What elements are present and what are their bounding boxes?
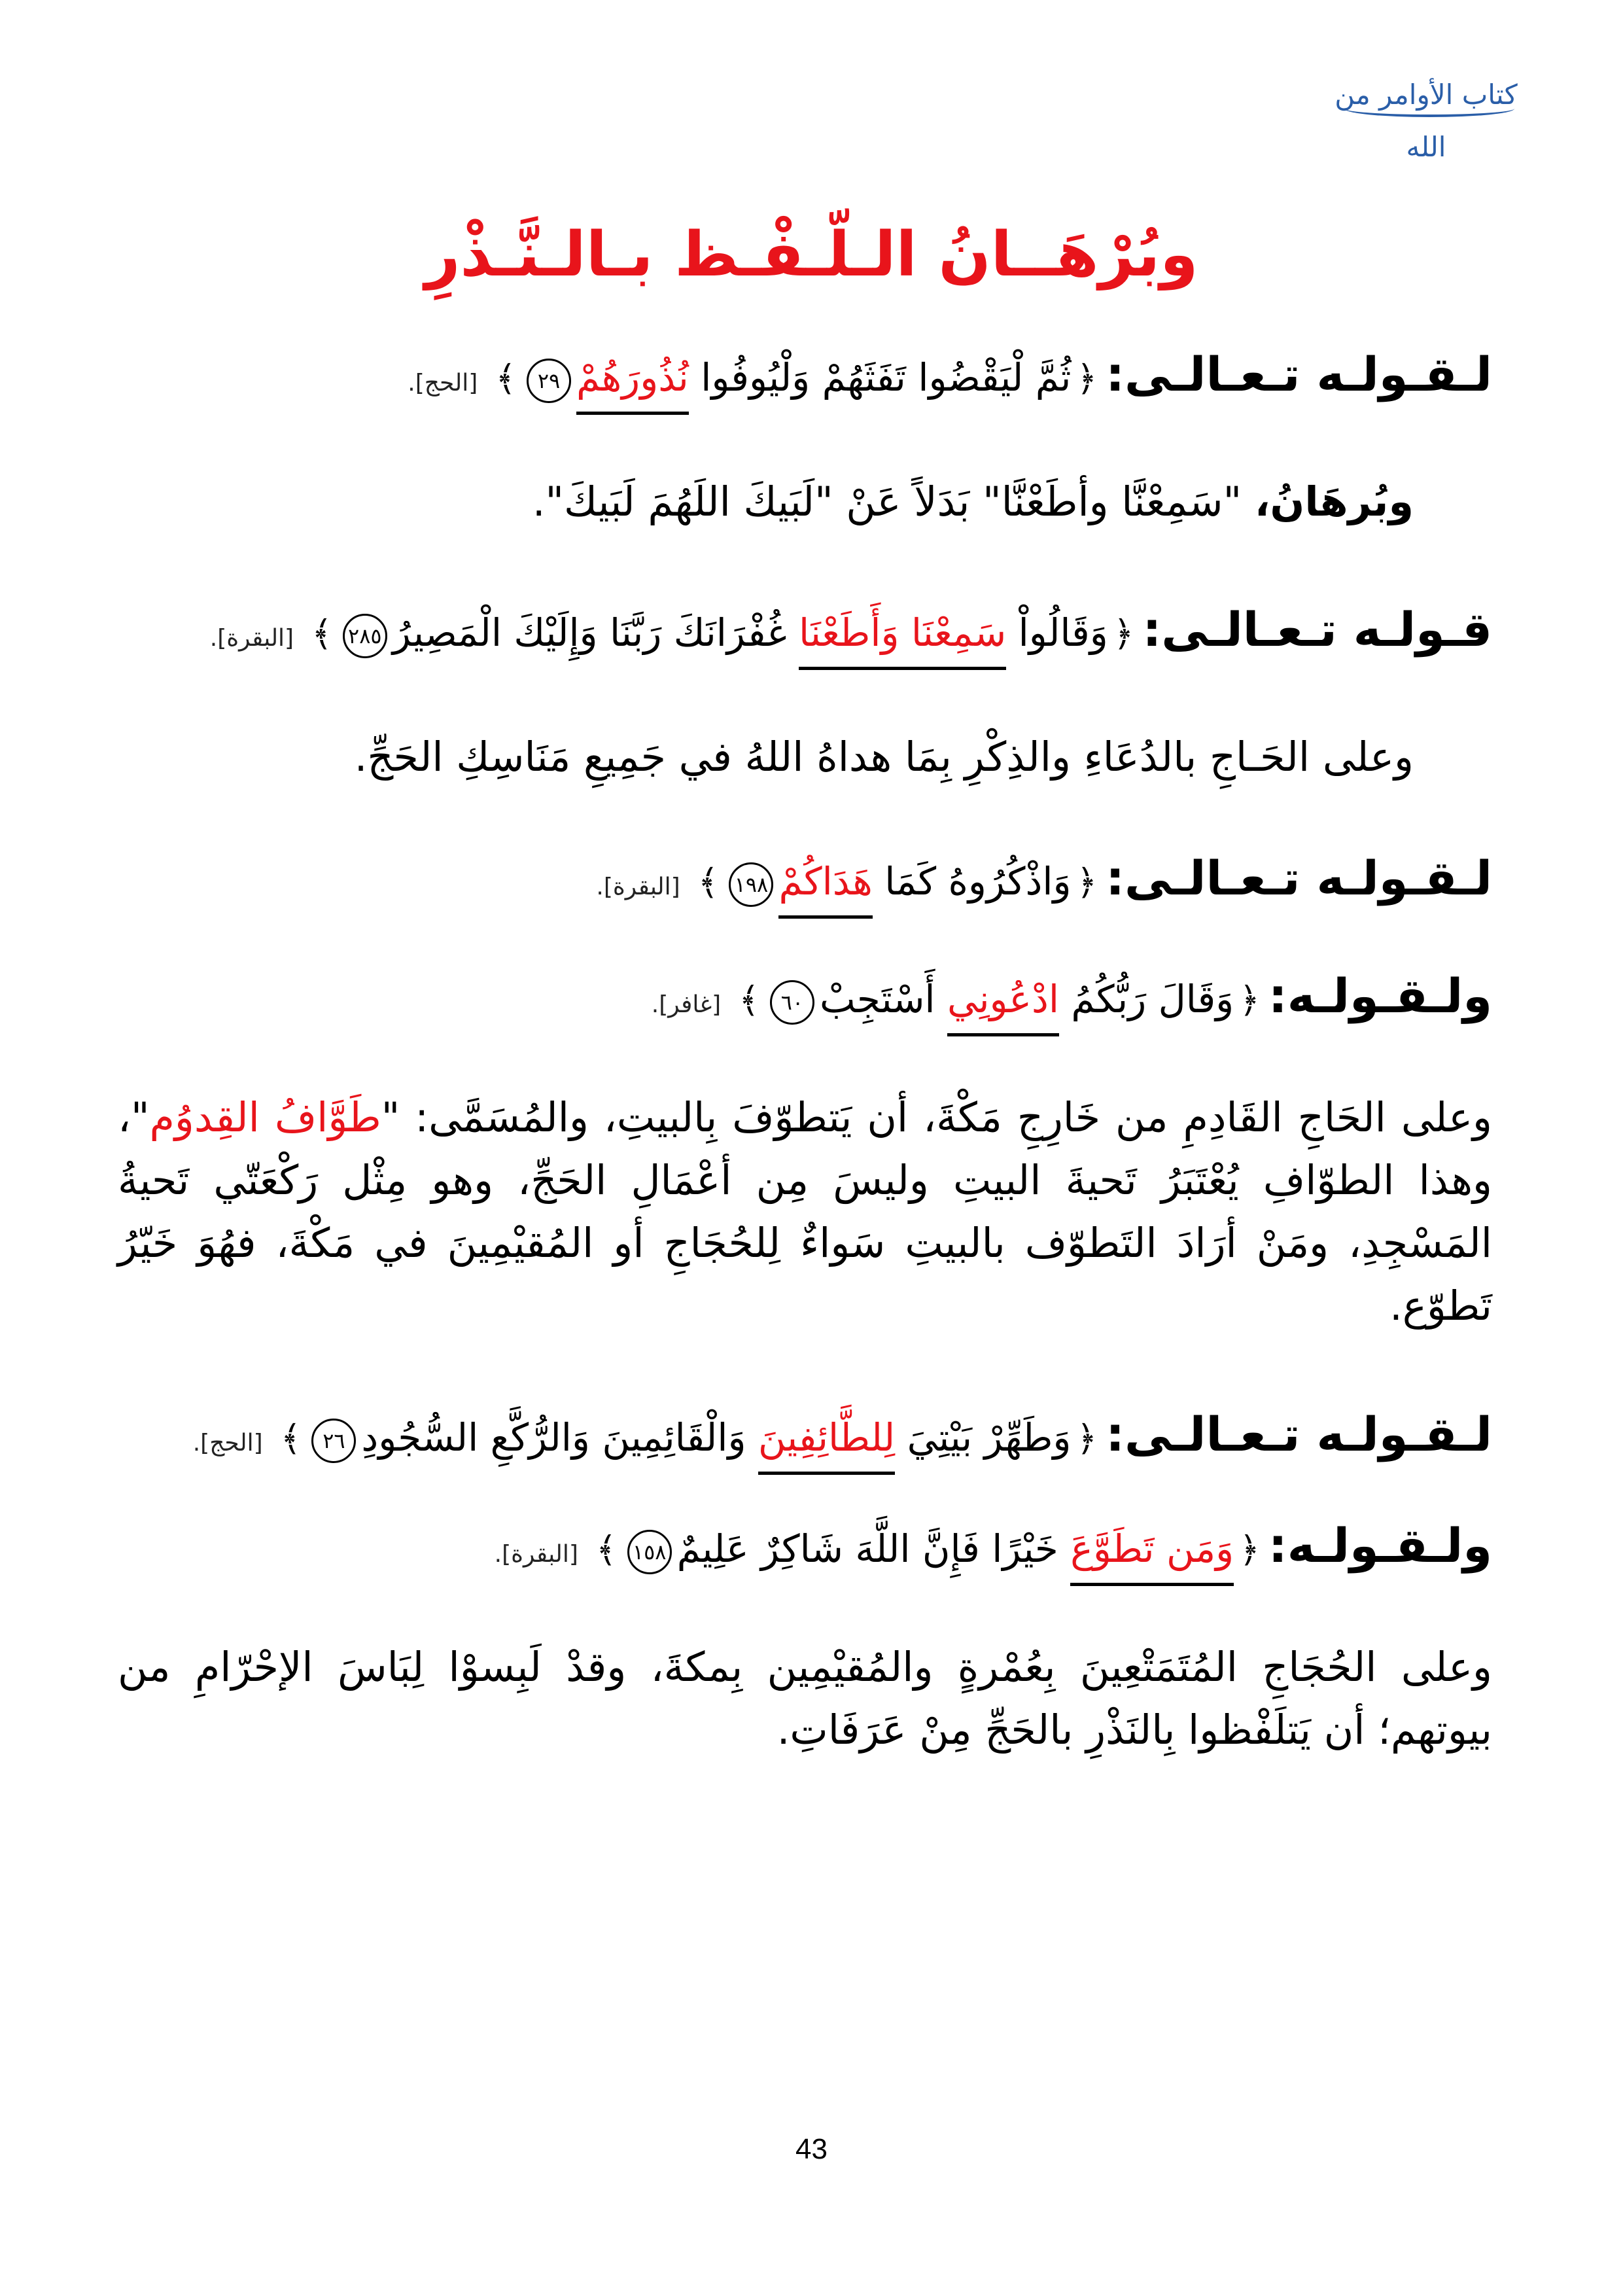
surah-reference: [الحج].	[192, 1430, 263, 1457]
quran-verse: ﴿وَطَهِّرْ بَيْتِيَ لِلطَّائِفِينَ وَالْقَائِمِينَ وَالرُّكَّعِ السُّجُودِ٢٦﴾	[275, 1415, 1102, 1460]
verse-lead: ولـقـولـه:	[1268, 968, 1492, 1023]
verse-line-3	[131, 851, 1492, 919]
paragraph-bold: وبُرهَانُ،	[1254, 478, 1414, 525]
page-title: وبُرْهَــانُ الـلّـفْـظ بـالـنَّـذْرِ	[425, 219, 1198, 291]
page-number: 43	[795, 2133, 828, 2165]
book-logo-text: كتاب الأوامر من الله	[1335, 79, 1518, 163]
surah-reference: [الحج].	[408, 370, 478, 397]
verse-number: ٢٩	[527, 359, 571, 403]
verse-lead: لـقـولـه تـعـالـى:	[1106, 347, 1492, 402]
verse-line-5	[131, 1407, 1492, 1475]
highlighted-term: طَوَّافُ القِدوُم	[149, 1093, 381, 1141]
verse-number: ٢٦	[311, 1419, 356, 1463]
surah-reference: [غافر].	[651, 991, 722, 1018]
paragraph-1: وبُرهَانُ، "سَمِعْنَّا وأطَعْنَّا" بَدَلاً عَنْ "لَبَيكَ اللَهُمَ لَبَيكَ".	[532, 478, 1414, 525]
book-logo	[1331, 69, 1521, 163]
quran-verse: ﴿ثُمَّ لْيَقْضُوا تَفَثَهُمْ وَلْيُوفُوا نُذُورَهُمْ٢٩﴾	[490, 355, 1102, 400]
quran-verse: ﴿وَمَن تَطَوَّعَ خَيْرًا فَإِنَّ اللَّهَ شَاكِرٌ عَلِيمٌ١٥٨﴾	[591, 1527, 1265, 1571]
verse-line-1	[131, 347, 1492, 415]
highlighted-word: هَدَاكُمْ	[778, 859, 872, 919]
verse-lead: لـقـولـه تـعـالـى:	[1106, 1407, 1492, 1462]
verse-lead: لـقـولـه تـعـالـى:	[1106, 851, 1492, 906]
highlighted-phrase: وَمَن تَطَوَّعَ	[1070, 1527, 1234, 1586]
verse-number: ٢٨٥	[343, 614, 387, 658]
verse-number: ١٩٨	[729, 862, 773, 907]
highlighted-word: نُذُورَهُمْ	[576, 355, 689, 415]
verse-line-6	[131, 1518, 1492, 1586]
paragraph-3: وعلى الحَاجِ القَادِمِ من خَارِجِ مَكْةَ، أن يَتطوّفَ بِالبيتِ، والمُسَمَّى: "طَوَّافُ القِدوُم"، وهذا الطوّافِ يُعْتَبَرُ تَحيةَ البيتِ وليسَ مِن أعْمَالِ الحَجِّ، وهو مِثْل رَكْعَتّي تَحيةُ المَسْجِدِ، ومَنْ أرَادَ التَطوّف بالبيتِ سَواءٌ لِلحُجَاجِ أو المُقيْمِينَ في مَكْةَ، فهُوَ خَيّرُ تَطوّع.	[118, 1093, 1493, 1330]
verse-lead: ولـقـولـه:	[1268, 1518, 1492, 1573]
verse-line-4	[131, 968, 1492, 1036]
verse-number: ٦٠	[770, 980, 814, 1025]
verse-lead: قـولـه تـعـالـى:	[1142, 602, 1492, 657]
verse-number: ١٥٨	[627, 1530, 672, 1574]
highlighted-word: لِلطَّائِفِينَ	[758, 1415, 895, 1475]
surah-reference: [البقرة].	[596, 874, 680, 900]
paragraph-2: وعلى الحَـاجِ بالدُعَاءِ والذِكْرِ بِمَا هداهُ اللهُ في جَمِيعِ مَنَاسِكِ الحَجِّ.	[354, 733, 1414, 781]
quran-verse: ﴿وَقَالَ رَبُّكُمُ ادْعُونِي أَسْتَجِبْ٦٠﴾	[733, 977, 1265, 1021]
surah-reference: [البقرة].	[209, 625, 294, 652]
logo-swash	[1344, 100, 1514, 117]
quran-verse: ﴿وَاذْكُرُوهُ كَمَا هَدَاكُمْ١٩٨﴾	[693, 859, 1102, 904]
quran-verse: ﴿وَقَالُواْ سَمِعْنَا وَأَطَعْنَا غُفْرَانَكَ رَبَّنَا وَإِلَيْكَ الْمَصِيرُ٢٨٥﴾	[306, 610, 1139, 655]
highlighted-word: ادْعُونِي	[947, 977, 1059, 1036]
verse-line-2	[131, 602, 1492, 670]
highlighted-phrase: سَمِعْنَا وَأَطَعْنَا	[799, 610, 1006, 670]
surah-reference: [البقرة].	[494, 1541, 578, 1568]
paragraph-4: وعلى الحُجَاجِ المُتَمَتْعِينَ بِعُمْرةٍ والمُقيْمِين بِمكةَ، وقدْ لَبِسوْا لِبَاسَ الإحْرّامِ من بيوتهم؛ أن يَتلَفْظوا بِالنَذْرِ بالحَجِّ مِنْ عَرَفَاتِ.	[118, 1643, 1492, 1754]
